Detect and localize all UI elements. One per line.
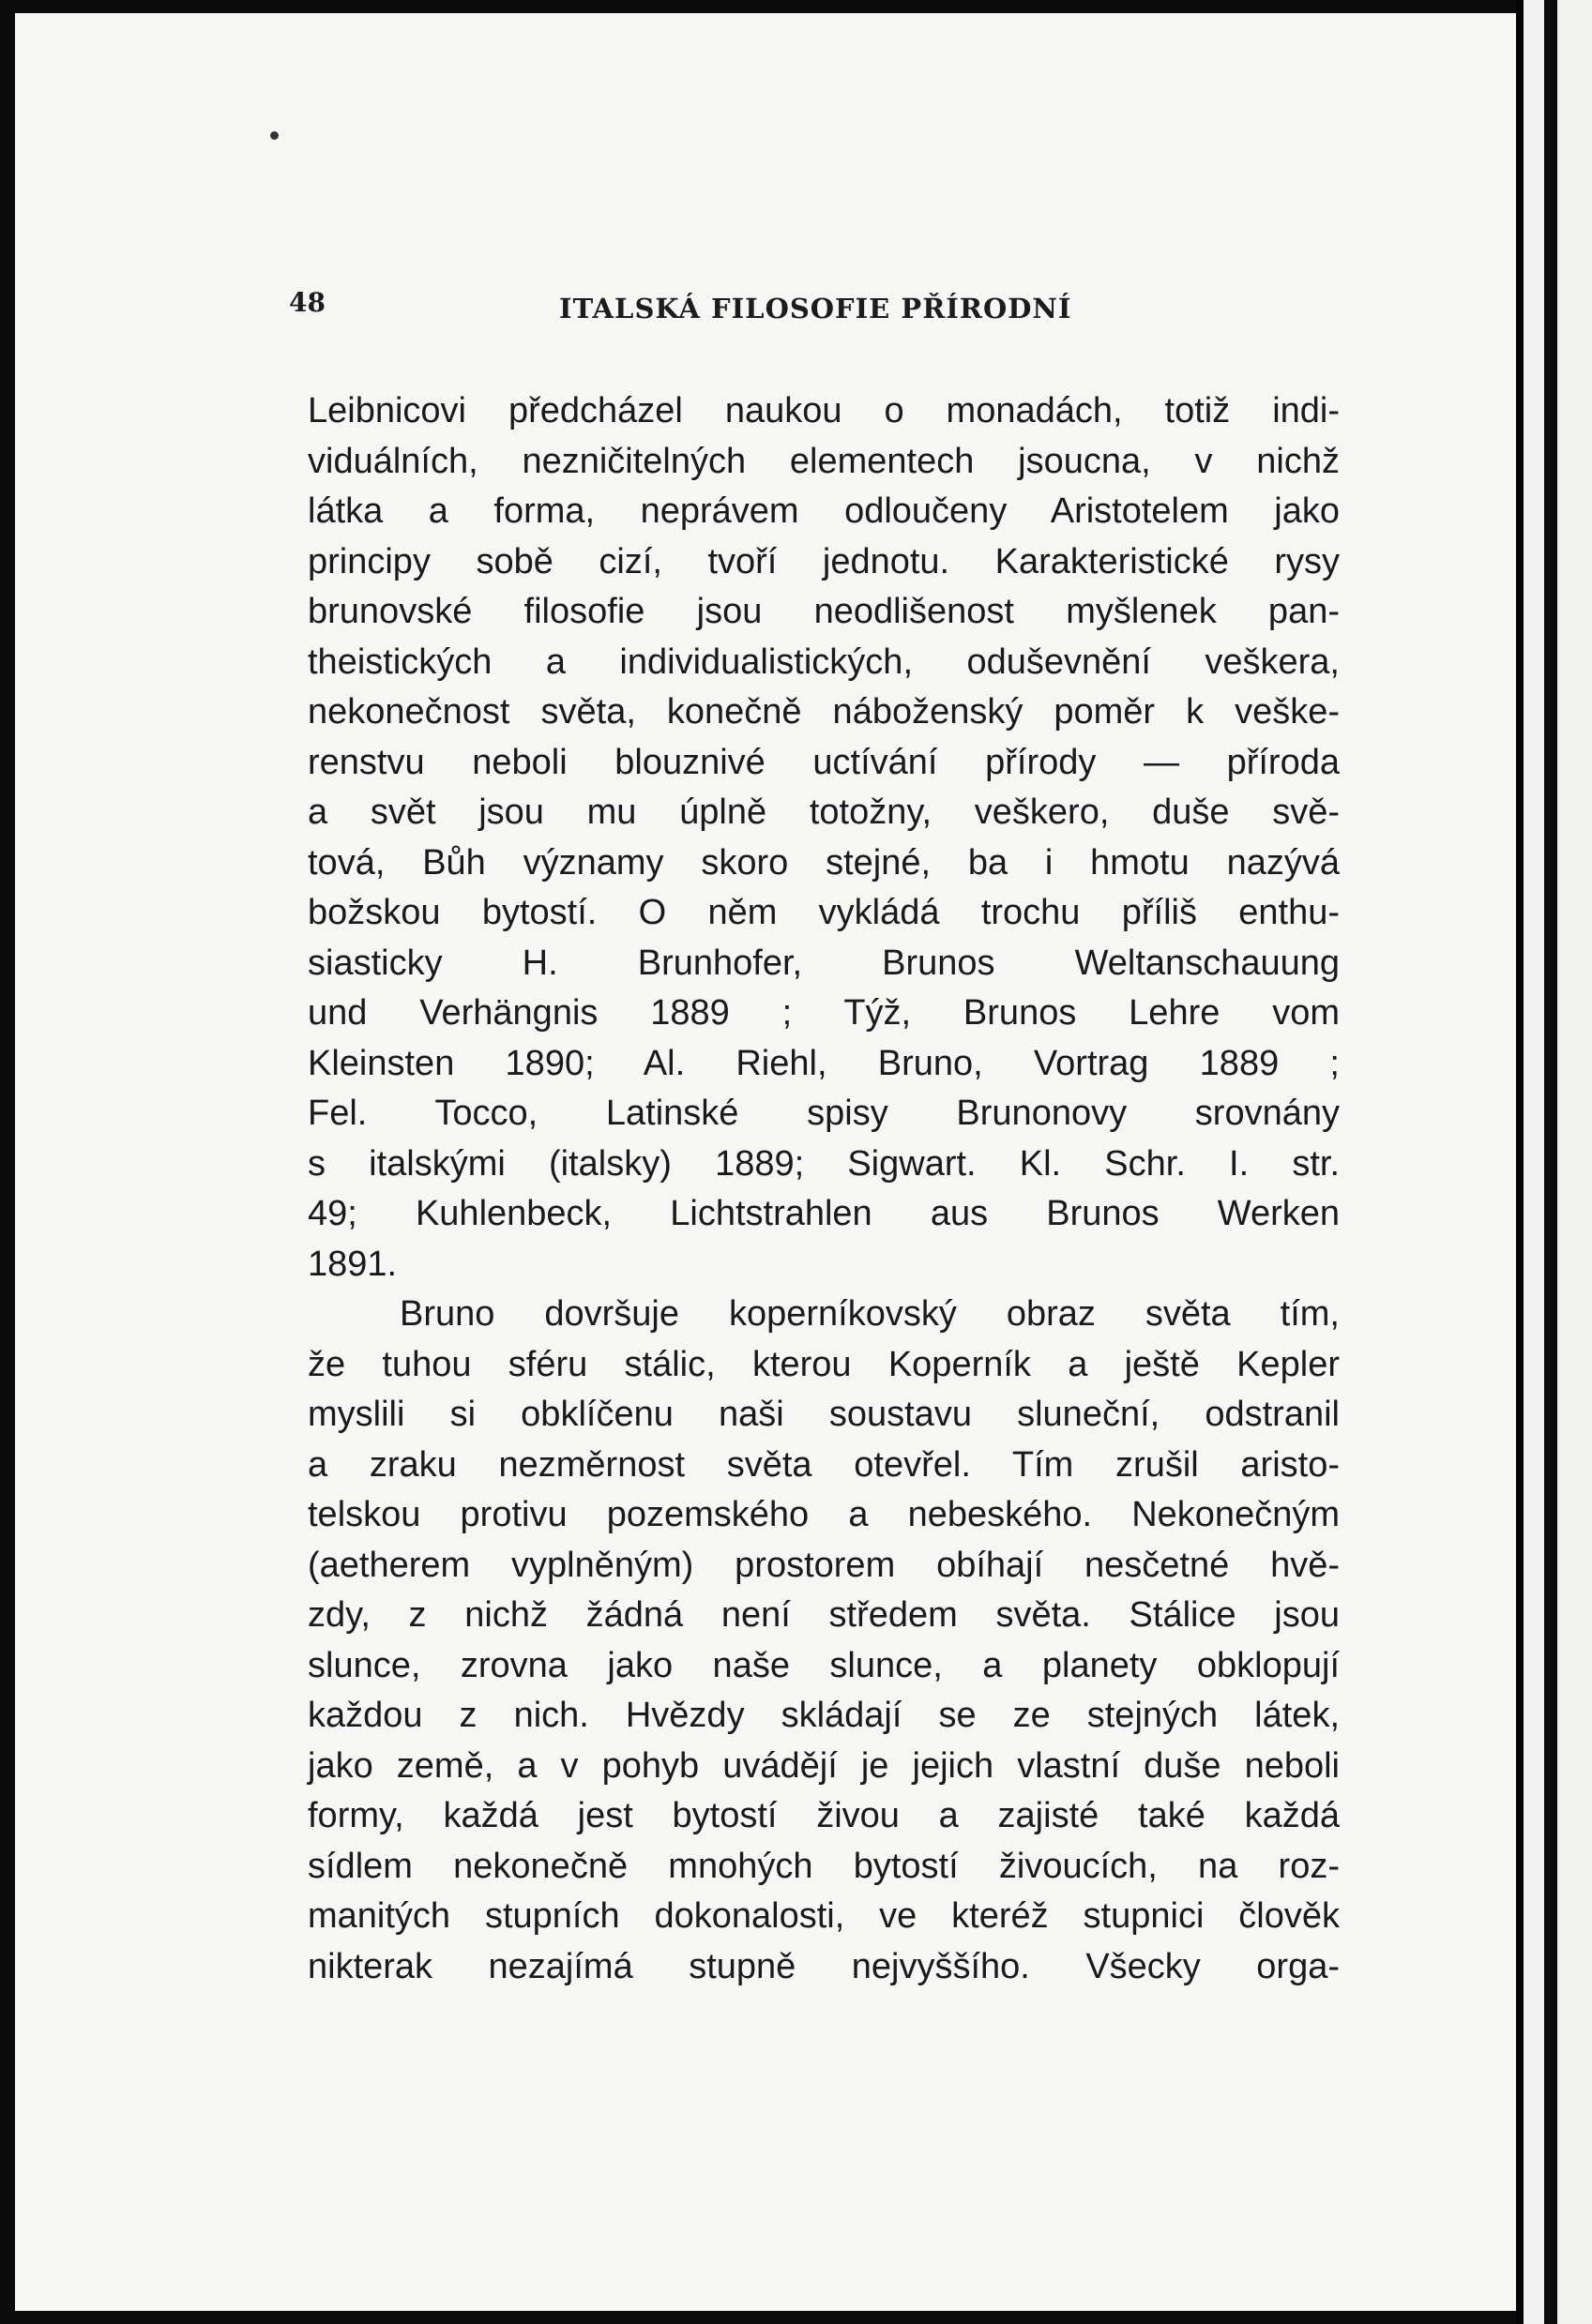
text-line: jako země, a v pohyb uvádějí je jejich vlastní duše neboli (308, 1745, 1340, 1786)
paragraph-1 (308, 386, 1340, 1290)
running-title: ITALSKÁ FILOSOFIE PŘÍRODNÍ (559, 293, 1072, 324)
page-number: 48 (289, 287, 326, 318)
text-line: Kleinsten 1890; Al. Riehl, Bruno, Vortrag 1889 ; (308, 1043, 1340, 1083)
text-line: každou z nich. Hvězdy skládají se ze stejných látek, (308, 1696, 1340, 1735)
text-line: viduálních, nezničitelných elementech jsoucna, v nichž (308, 441, 1340, 481)
text-line: látka a forma, neprávem odloučeny Aristotelem jako (308, 491, 1340, 531)
binding-shadow (1544, 0, 1557, 2324)
text-line: renstvu neboli blouznivé uctívání přírody — příroda (308, 742, 1340, 782)
page-right-edge (1516, 0, 1592, 2324)
text-line: principy sobě cizí, tvoří jednotu. Karakteristické rysy (308, 541, 1340, 581)
speck-mark (270, 131, 279, 140)
text-line: theistických a individualistických, oduševnění veškera, (308, 641, 1340, 682)
body-text (308, 386, 1340, 1992)
paragraph-2 (308, 1290, 1340, 1992)
text-line: a zraku nezměrnost světa otevřel. Tím zrušil aristo- (308, 1444, 1340, 1485)
text-line: 1891. (308, 1244, 398, 1284)
text-line: Leibnicovi předcházel naukou o monadách, totiž indi- (308, 391, 1340, 430)
text-line: formy, každá jest bytostí živou a zajisté také každá (308, 1796, 1340, 1835)
text-line: nekonečnost světa, konečně náboženský poměr k veške- (308, 692, 1340, 732)
text-line: tová, Bůh významy skoro stejné, ba i hmotu nazývá (308, 842, 1340, 883)
text-line: manitých stupních dokonalosti, ve kteréž stupnici člověk (308, 1896, 1340, 1936)
text-line: že tuhou sféru stálic, kterou Koperník a ještě Kepler (308, 1344, 1340, 1384)
text-line: a svět jsou mu úplně totožny, veškero, duše svě- (308, 792, 1340, 832)
text-line: sídlem nekonečně mnohých bytostí živoucích, na roz- (308, 1846, 1340, 1886)
text-line: telskou protivu pozemského a nebeského. Nekonečným (308, 1495, 1340, 1534)
text-line: zdy, z nichž žádná není středem světa. Stálice jsou (308, 1595, 1340, 1635)
text-line: 49; Kuhlenbeck, Lichtstrahlen aus Brunos Werken (308, 1194, 1340, 1233)
book-page (15, 13, 1516, 2311)
text-line: und Verhängnis 1889 ; Týž, Brunos Lehre vom (308, 993, 1340, 1033)
text-line: Fel. Tocco, Latinské spisy Brunonovy srovnány (308, 1094, 1340, 1133)
text-line: brunovské filosofie jsou neodlišenost myšlenek pan- (308, 592, 1340, 631)
text-line: myslili si obklíčenu naši soustavu sluneční, odstranil (308, 1395, 1340, 1434)
text-line: božskou bytostí. O něm vykládá trochu příliš enthu- (308, 893, 1340, 932)
text-line: slunce, zrovna jako naše slunce, a planety obklopují (308, 1645, 1340, 1685)
text-line: nikterak nezajímá stupně nejvyššího. Všecky orga- (308, 1946, 1340, 1986)
text-line: Bruno dovršuje koperníkovský obraz světa tím, (400, 1294, 1340, 1334)
text-line: (aetherem vyplněným) prostorem obíhají nesčetné hvě- (308, 1545, 1340, 1585)
text-line: siasticky H. Brunhofer, Brunos Weltanschauung (308, 943, 1340, 983)
text-line: s italskými (italsky) 1889; Sigwart. Kl. Schr. I. str. (308, 1143, 1340, 1184)
